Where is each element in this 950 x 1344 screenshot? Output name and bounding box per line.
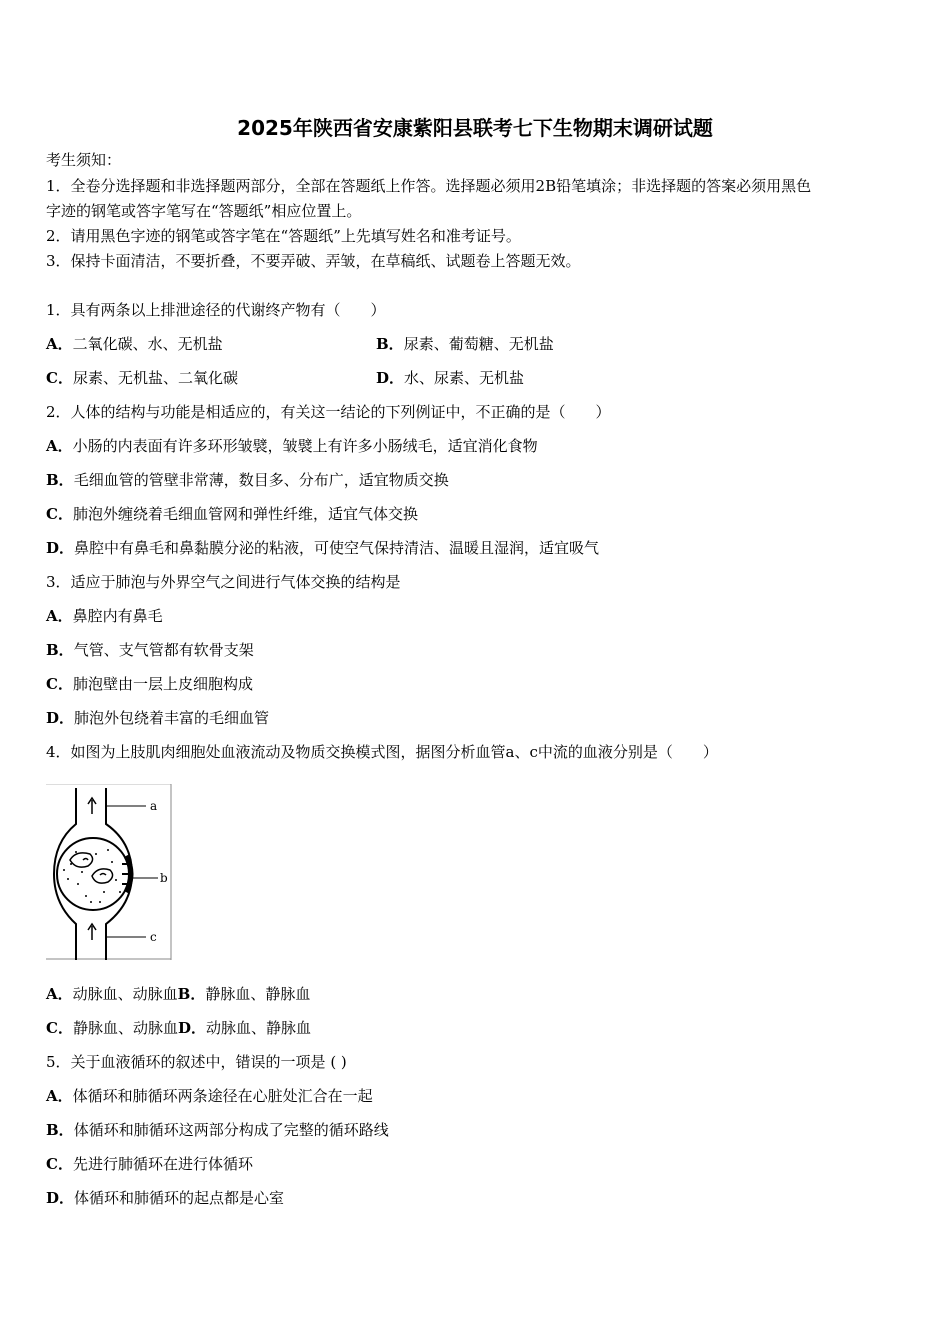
option-letter: A． bbox=[46, 985, 73, 1003]
option-text: 鼻腔中有鼻毛和鼻黏膜分泌的粘液，可使空气保持清洁、温暖且湿润，适宜吸气 bbox=[74, 539, 600, 557]
option-letter: B． bbox=[46, 471, 74, 489]
option-text: 水、尿素、无机盐 bbox=[404, 369, 525, 387]
option-row-cd bbox=[46, 1018, 311, 1038]
page-title: 2025年陕西省安康紫阳县联考七下生物期末调研试题 bbox=[237, 116, 713, 140]
notice-item: 3．保持卡面清洁，不要折叠，不要弄破、弄皱，在草稿纸、试题卷上答题无效。 bbox=[46, 252, 581, 270]
option-c bbox=[46, 674, 253, 694]
option-letter: A． bbox=[46, 607, 73, 625]
option-letter: D． bbox=[177, 1019, 206, 1037]
option-letter: D． bbox=[46, 539, 75, 557]
question-stem: 2．人体的结构与功能是相适应的，有关这一结论的下列例证中，不正确的是（ ） bbox=[46, 403, 611, 421]
option-c bbox=[46, 1154, 253, 1174]
option-letter: B． bbox=[177, 985, 206, 1003]
option-text: 尿素、无机盐、二氧化碳 bbox=[72, 369, 238, 387]
label-a: a bbox=[150, 799, 158, 813]
notice-item: 1．全卷分选择题和非选择题两部分，全部在答题纸上作答。选择题必须用2B铅笔填涂；非选择题的答案必须用黑色 bbox=[46, 177, 812, 195]
option-b bbox=[46, 470, 449, 490]
option-letter: D． bbox=[376, 369, 405, 387]
option-text: 动脉血、静脉血 bbox=[205, 1019, 311, 1037]
label-b: b bbox=[160, 871, 168, 885]
blood-vessel-svg bbox=[46, 784, 172, 960]
option-text: 体循环和肺循环两条途径在心脏处汇合在一起 bbox=[72, 1087, 373, 1105]
option-c bbox=[46, 368, 238, 388]
question-stem: 3．适应于肺泡与外界空气之间进行气体交换的结构是 bbox=[46, 573, 401, 591]
option-text: 气管、支气管都有软骨支架 bbox=[73, 641, 254, 659]
option-letter: A． bbox=[46, 335, 73, 353]
cell-shape bbox=[92, 869, 113, 883]
notice-item: 字迹的钢笔或答字笔写在“答题纸”相应位置上。 bbox=[46, 202, 362, 220]
option-text: 静脉血、动脉血 bbox=[72, 1019, 178, 1037]
option-a bbox=[46, 1086, 373, 1106]
option-text: 肺泡外缠绕着毛细血管网和弹性纤维，适宜气体交换 bbox=[72, 505, 418, 523]
option-text: 先进行肺循环在进行体循环 bbox=[72, 1155, 253, 1173]
question-stem: 5．关于血液循环的叙述中，错误的一项是 ( ) bbox=[46, 1053, 347, 1071]
option-b bbox=[46, 640, 254, 660]
option-d bbox=[46, 1188, 284, 1208]
option-text: 肺泡壁由一层上皮细胞构成 bbox=[72, 675, 253, 693]
blood-vessel-diagram bbox=[46, 784, 172, 960]
option-text: 二氧化碳、水、无机盐 bbox=[72, 335, 223, 353]
option-letter: D． bbox=[46, 1189, 75, 1207]
option-b bbox=[376, 334, 554, 354]
option-letter: A． bbox=[46, 437, 73, 455]
cell-nucleus bbox=[100, 874, 106, 876]
label-c: c bbox=[150, 930, 157, 944]
option-text: 肺泡外包绕着丰富的毛细血管 bbox=[74, 709, 270, 727]
option-letter: B． bbox=[46, 641, 74, 659]
option-d bbox=[46, 538, 599, 558]
option-a bbox=[46, 436, 538, 456]
option-b bbox=[46, 1120, 389, 1140]
option-a bbox=[46, 606, 163, 626]
option-a bbox=[46, 334, 223, 354]
cell-shape bbox=[70, 853, 93, 867]
notice-heading: 考生须知： bbox=[46, 151, 122, 169]
question-stem: 4．如图为上肢肌肉细胞处血液流动及物质交换模式图，据图分析血管a、c中流的血液分别是（ ） bbox=[46, 743, 718, 761]
option-text: 毛细血管的管壁非常薄，数目多、分布广，适宜物质交换 bbox=[73, 471, 449, 489]
option-text: 体循环和肺循环的起点都是心室 bbox=[74, 1189, 285, 1207]
option-letter: D． bbox=[46, 709, 75, 727]
option-c bbox=[46, 504, 418, 524]
option-text: 尿素、葡萄糖、无机盐 bbox=[403, 335, 554, 353]
option-text: 动脉血、动脉血 bbox=[72, 985, 178, 1003]
option-letter: C． bbox=[46, 1019, 73, 1037]
notice-item: 2．请用黑色字迹的钢笔或答字笔在“答题纸”上先填写姓名和准考证号。 bbox=[46, 227, 521, 245]
option-letter: B． bbox=[376, 335, 404, 353]
option-letter: A． bbox=[46, 1087, 73, 1105]
question-stem: 1．具有两条以上排泄途径的代谢终产物有（ ） bbox=[46, 301, 386, 319]
option-letter: C． bbox=[46, 505, 73, 523]
option-letter: C． bbox=[46, 675, 73, 693]
option-letter: B． bbox=[46, 1121, 74, 1139]
cell-nucleus bbox=[83, 859, 88, 861]
option-row-ab bbox=[46, 984, 310, 1004]
option-text: 小肠的内表面有许多环形皱襞，皱襞上有许多小肠绒毛，适宜消化食物 bbox=[72, 437, 538, 455]
option-text: 体循环和肺循环这两部分构成了完整的循环路线 bbox=[73, 1121, 389, 1139]
option-d bbox=[376, 368, 524, 388]
option-text: 鼻腔内有鼻毛 bbox=[72, 607, 163, 625]
option-d bbox=[46, 708, 269, 728]
option-text: 静脉血、静脉血 bbox=[205, 985, 311, 1003]
option-letter: C． bbox=[46, 1155, 73, 1173]
option-letter: C． bbox=[46, 369, 73, 387]
